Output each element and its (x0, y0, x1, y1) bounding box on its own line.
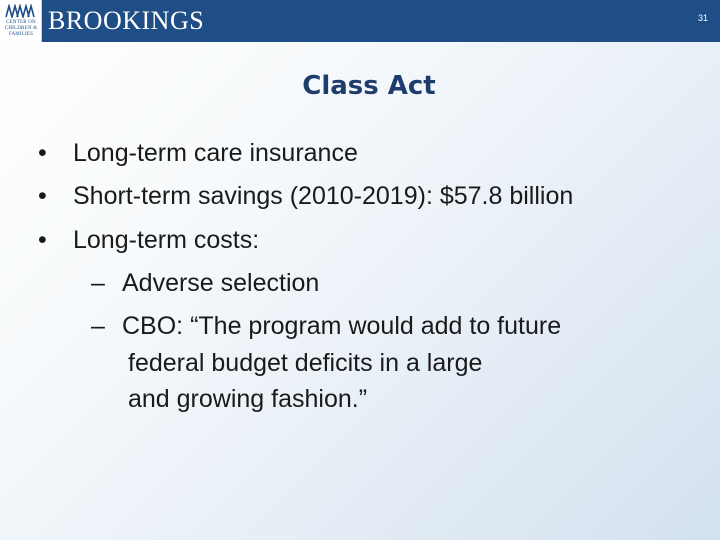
sub-bullet-text: Adverse selection (122, 269, 320, 297)
bullet-text: Long-term costs: (73, 226, 260, 254)
page-number: 31 (697, 13, 708, 23)
continuation-text: federal budget deficits in a large (128, 349, 483, 377)
logo-line: CENTER ON (6, 20, 36, 25)
dash-icon: – (91, 312, 105, 340)
bullet-text: Short-term savings (2010-2019): $57.8 billion (73, 182, 574, 210)
bullet-icon: • (38, 226, 47, 254)
slide-title: Class Act (302, 71, 436, 101)
bullet-icon: • (38, 139, 47, 167)
logo-mark-icon (5, 4, 37, 18)
logo-line: FAMILIES (8, 32, 34, 37)
continuation-text: and growing fashion.” (128, 385, 368, 413)
bullet-icon: • (38, 182, 47, 210)
dash-icon: – (91, 269, 105, 297)
header-bar (0, 0, 720, 42)
sub-bullet-text: CBO: “The program would add to future (122, 312, 562, 340)
brookings-ccf-logo (0, 0, 42, 42)
brand-name: BROOKINGS (48, 6, 205, 35)
bullet-text: Long-term care insurance (73, 139, 358, 167)
logo-line: CHILDREN & (4, 26, 38, 31)
